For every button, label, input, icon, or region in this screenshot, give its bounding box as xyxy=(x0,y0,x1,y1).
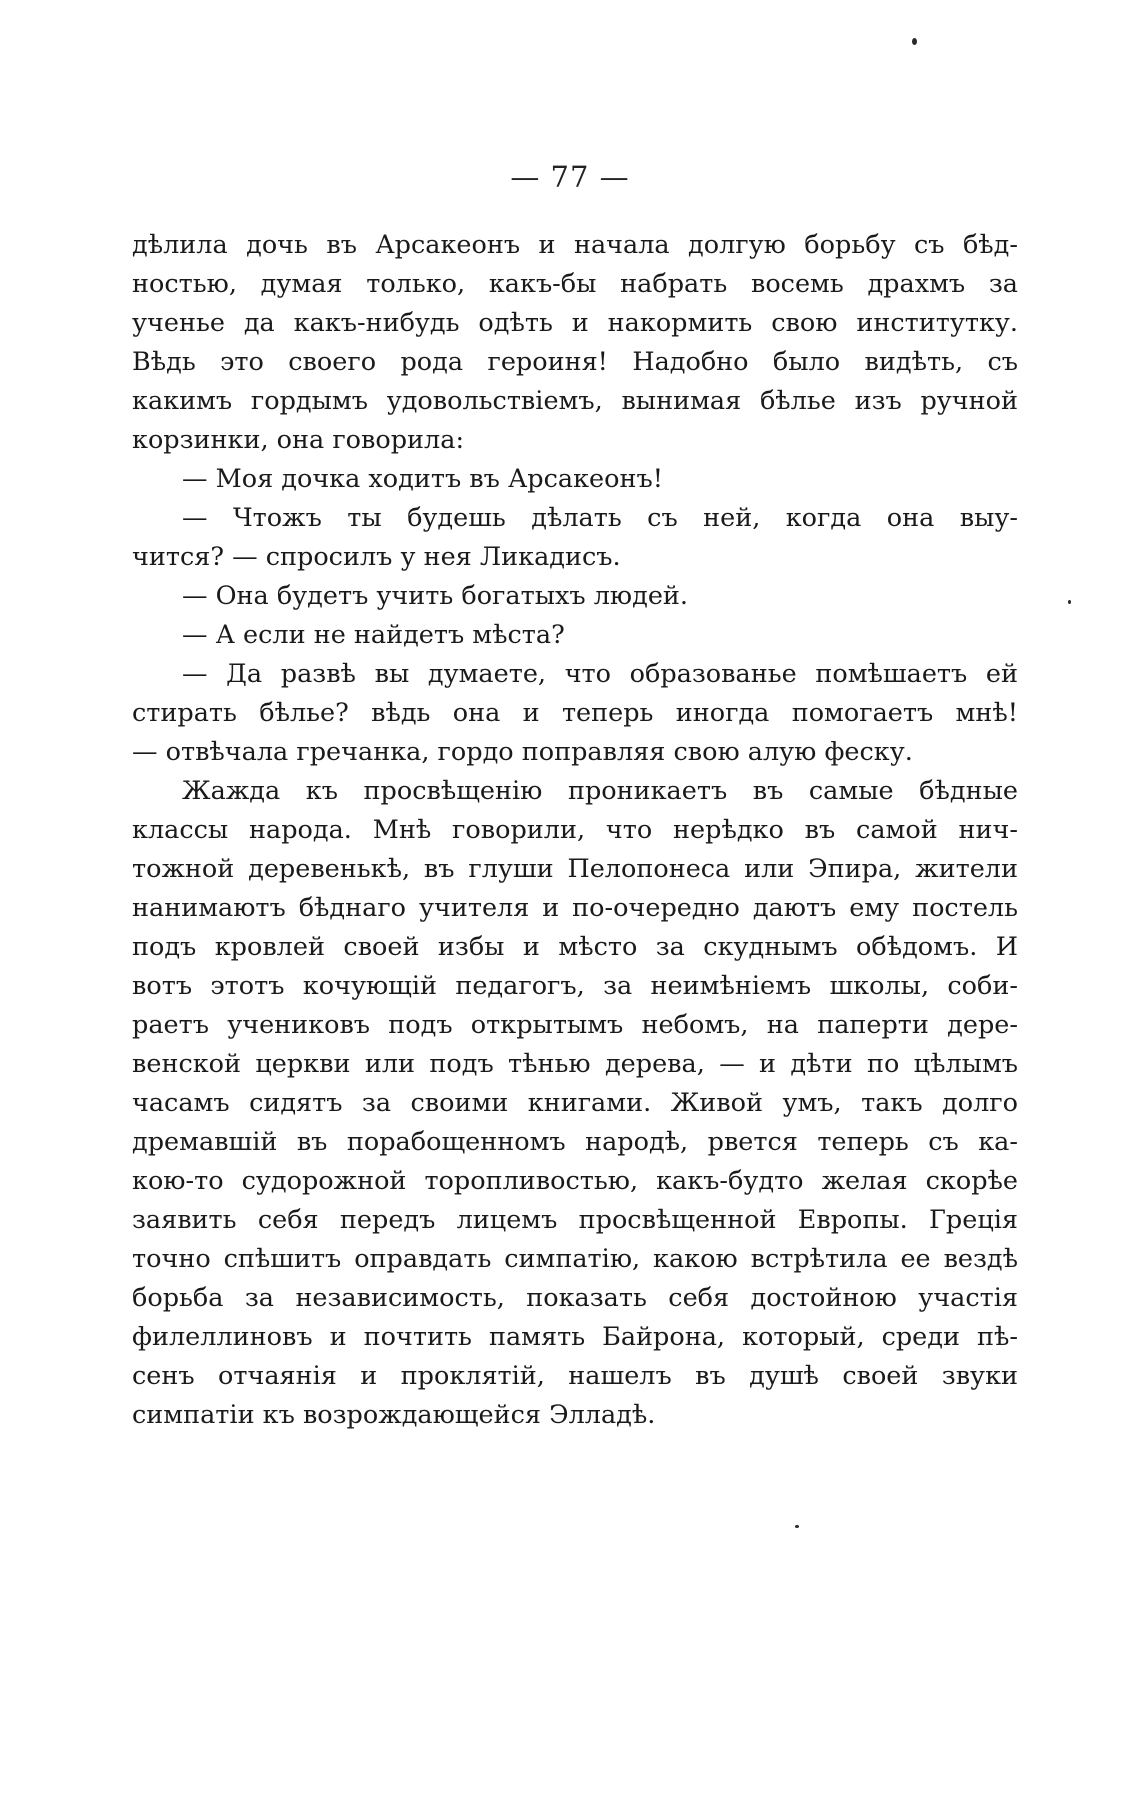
text-line: чится? — спросилъ у нея Ликадисъ. xyxy=(132,542,621,572)
text-line: — Она будетъ учить богатыхъ людей. xyxy=(182,581,689,611)
text-line: — Да развѣ вы думаете, что образованье помѣшаетъ ей xyxy=(182,659,1018,689)
text-line: — Моя дочка ходитъ въ Арсакеонъ! xyxy=(182,464,663,494)
text-line: симпатіи къ возрождающейся Элладѣ. xyxy=(132,1400,656,1430)
text-line: часамъ сидятъ за своими книгами. Живой умъ, такъ долго xyxy=(132,1088,1018,1118)
text-line: подъ кровлей своей избы и мѣсто за скуднымъ обѣдомъ. И xyxy=(132,932,1018,962)
text-line: тожной деревенькѣ, въ глуши Пелопонеса или Эпира, жители xyxy=(132,854,1018,884)
text-line: сенъ отчаянія и проклятій, нашелъ въ душѣ своей звуки xyxy=(132,1361,1018,1391)
text-line: венской церкви или подъ тѣнью дерева, — и дѣти по цѣлымъ xyxy=(132,1049,1018,1079)
scan-speck xyxy=(1068,600,1071,604)
text-line: стирать бѣлье? вѣдь она и теперь иногда помогаетъ мнѣ! xyxy=(132,698,1018,728)
text-line: заявить себя передъ лицемъ просвѣщенной Европы. Греція xyxy=(132,1205,1018,1235)
body-text xyxy=(132,226,1018,1435)
page-number: — 77 — xyxy=(510,160,630,194)
text-line: раетъ учениковъ подъ открытымъ небомъ, на паперти дере- xyxy=(132,1010,1018,1040)
text-line: — отвѣчала гречанка, гордо поправляя свою алую феску. xyxy=(132,737,913,767)
text-line: ностью, думая только, какъ-бы набрать восемь драхмъ за xyxy=(132,269,1018,299)
text-line: корзинки, она говорила: xyxy=(132,425,465,455)
text-line: вотъ этотъ кочующій педагогъ, за неимѣніемъ школы, соби- xyxy=(132,971,1018,1001)
text-line: филеллиновъ и почтить память Байрона, который, среди пѣ- xyxy=(132,1322,1018,1352)
text-line: Жажда къ просвѣщенію проникаетъ въ самые бѣдные xyxy=(182,776,1018,806)
text-line: — А если не найдетъ мѣста? xyxy=(182,620,565,650)
text-line: ученье да какъ-нибудь одѣть и накормить свою институтку. xyxy=(132,308,1018,338)
text-line: дѣлила дочь въ Арсакеонъ и начала долгую борьбу съ бѣд- xyxy=(132,230,1018,260)
scan-speck xyxy=(795,1525,799,1528)
text-line: классы народа. Мнѣ говорили, что нерѣдко въ самой нич- xyxy=(132,815,1018,845)
text-line: Вѣдь это своего рода героиня! Надобно было видѣть, съ xyxy=(132,347,1018,377)
text-line: нанимаютъ бѣднаго учителя и по-очередно даютъ ему постель xyxy=(132,893,1018,923)
text-line: какимъ гордымъ удовольствіемъ, вынимая бѣлье изъ ручной xyxy=(132,386,1018,416)
text-line: дремавшій въ порабощенномъ народѣ, рвется теперь съ ка- xyxy=(132,1127,1018,1157)
text-line: борьба за независимость, показать себя достойною участія xyxy=(132,1283,1018,1313)
text-line: кою-то судорожной торопливостью, какъ-будто желая скорѣе xyxy=(132,1166,1018,1196)
text-line: точно спѣшитъ оправдать симпатію, какою встрѣтила ее вездѣ xyxy=(132,1244,1018,1274)
scan-speck xyxy=(912,38,917,45)
text-line: — Чтожъ ты будешь дѣлать съ ней, когда она выу- xyxy=(182,503,1018,533)
